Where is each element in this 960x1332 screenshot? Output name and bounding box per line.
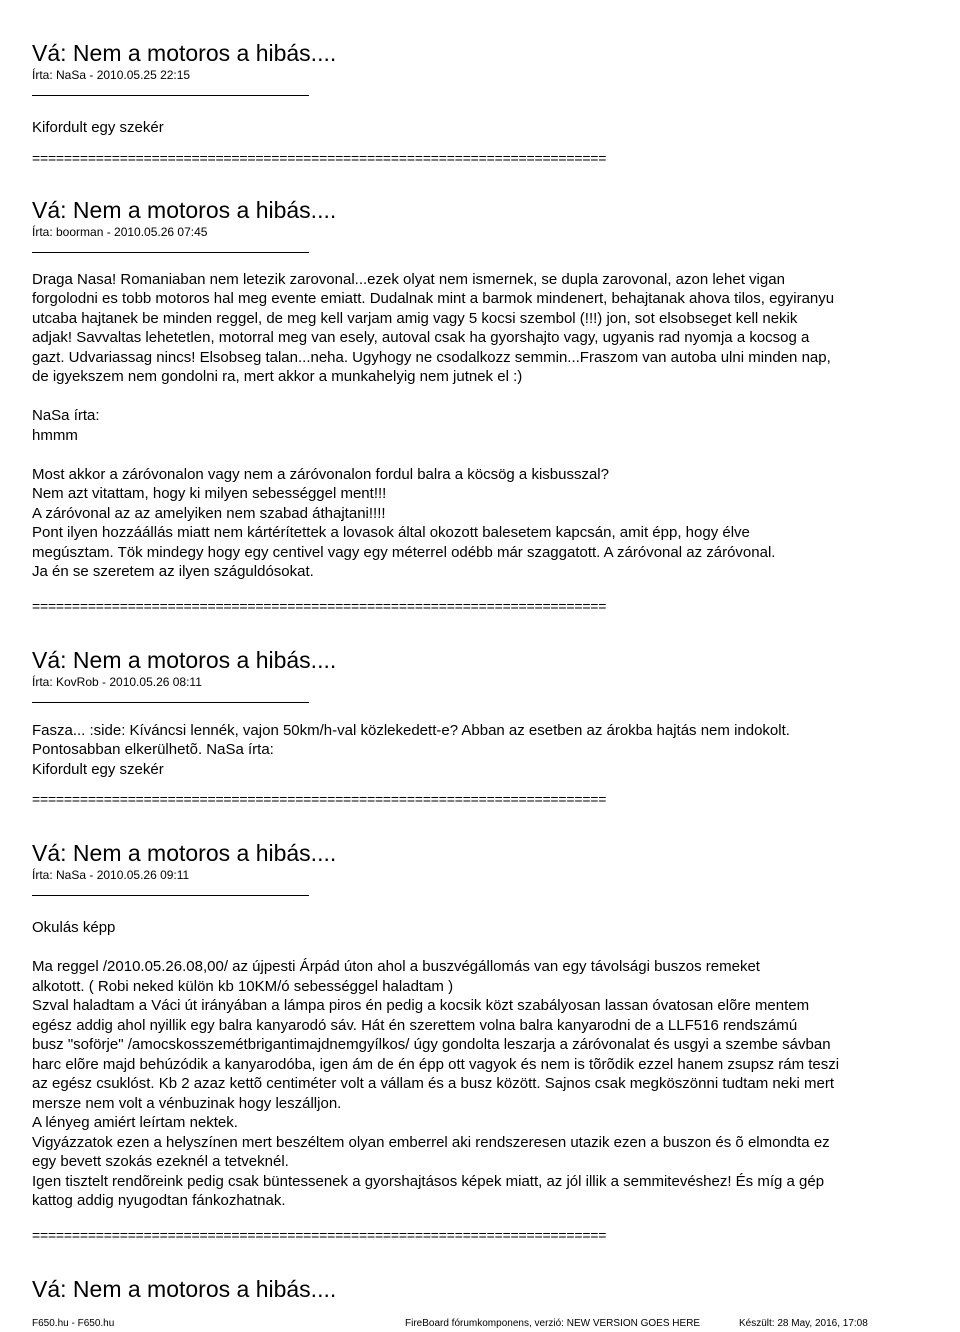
forum-post	[32, 1276, 932, 1303]
post-separator: ========================================================================	[32, 149, 607, 166]
post-body: Okulás képp Ma reggel /2010.05.26.08,00/ az újpesti Árpád úton ahol a buszvégállomás van egy távolsági buszos remeket alkotott. ( Robi neked külön kb 10KM/ó sebességgel haladtam ) Szval haladtam a Váci út irányában a lámpa piros én pedig a kocsik közt szabályosan lassan óvatosan elõre mentem egész addig ahol nyillik egy balra kanyarodó sáv. Hát én szerettem volna balra kanyarodni de a LLF516 rendszámú busz "soförje" /amocskosszemétbrigantimajdnemgyílkos/ úgy gondolta leszarja a záróvonalat és usgyi a szembe sávban harc elõre majd behúzódik a kanyarodóba, igen ám de én épp ott vagyok és nem is tõrõdik ezzel hanem zsupsz rám teszi az egész csuklóst. Kb 2 azaz kettõ centiméter volt a vállam és a busz között. Sajnos csak megköszönni tudtam neki mert mersze nem volt a vénbuzinak hogy leszálljon. A lényeg amiért leírtam nektek. Vigyázzatok ezen a helyszínen mert beszéltem olyan emberrel aki rendszeresen utazik ezen a buszon és õ elmondta ez egy bevett szokás ezeknél a tetveknél. Igen tisztelt rendõreink pedig csak büntessenek a gyorshajtásos képek miatt, az jól illik a semmitevéshez! És míg a gép kattog addig nyugodtan fánkozhatnak.	[32, 919, 840, 1209]
forum-post	[32, 40, 932, 166]
forum-thread	[32, 40, 932, 1303]
post-title: Vá: Nem a motoros a hibás....	[32, 646, 337, 673]
post-meta: Írta: NaSa - 2010.05.25 22:15	[32, 68, 191, 82]
post-title: Vá: Nem a motoros a hibás....	[32, 40, 337, 66]
forum-post	[32, 840, 932, 1243]
post-title: Vá: Nem a motoros a hibás....	[32, 840, 337, 866]
forum-post	[32, 197, 932, 614]
post-meta: Írta: boorman - 2010.05.26 07:45	[32, 224, 208, 239]
post-body: Fasza... :side: Kíváncsi lennék, vajon 50km/h-val közlekedett-e? Abban az esetben az árokba hajtás nem indokolt. Pontosabban elkerülhetõ. NaSa írta: Kifordult egy szekér	[32, 721, 790, 778]
post-body: Draga Nasa! Romaniaban nem letezik zarovonal...ezek olyat nem ismernek, se dupla zarovonal, azon lehet vigan forgolodni es tobb motoros hal meg evente emiatt. Dudalnak mint a barmok mindenert, behajtanak ahova tilos, egyiranyu utcaba hajtanek be minden reggel, de meg kell varjam amig vagy 5 kocsi szembol (!!!) jon, sot elsobseget kell nekik adjak! Savvaltas lehetetlen, motorral meg van esely, autoval csak ha gyorshajto vagy, ugyanis rad nyomja a kocsog a gazt. Udvariassag nincs! Elsobseg talan...neha. Ugyhogy ne csodalkozz semmin...Fraszom van autoba ulni minden nap, de igyekszem nem gondolni ra, mert akkor a munkahelyig nem jutnek el :) NaSa írta: hmmm Most akkor a záróvonalon vagy nem a záróvonalon fordul balra a köcsög a kisbusszal? Nem azt vitattam, hogy ki milyen sebességgel ment!!! A záróvonal az az amelyiken nem szabad áthajtani!!!! Pont ilyen hozzáállás miatt nem kártérítettek a lovasok által okozott balesetem kapcsán, amit épp, hogy élve megúsztam. Tök mindegy hogy egy centivel vagy egy méterrel odébb már szaggatott. A záróvonal az záróvonal. Ja én se szeretem az ilyen száguldósokat.	[32, 270, 835, 580]
post-meta: Írta: NaSa - 2010.05.26 09:11	[32, 868, 190, 882]
footer-generated: Készült: 28 May, 2016, 17:08	[739, 1318, 868, 1329]
footer-site: F650.hu - F650.hu	[32, 1318, 115, 1329]
post-title: Vá: Nem a motoros a hibás....	[32, 1275, 337, 1302]
post-divider	[32, 95, 309, 96]
post-meta: Írta: KovRob - 2010.05.26 08:11	[32, 674, 202, 689]
footer-component: FireBoard fórumkomponens, verzió: NEW VERSION GOES HERE	[405, 1318, 701, 1329]
post-separator: ========================================================================	[32, 1226, 607, 1243]
post-body: Kifordult egy szekér	[32, 119, 164, 136]
forum-post	[32, 647, 932, 808]
post-separator: ========================================================================	[32, 791, 607, 807]
page-footer	[32, 1318, 932, 1330]
post-divider	[32, 702, 309, 703]
post-divider	[32, 252, 309, 253]
post-title: Vá: Nem a motoros a hibás....	[32, 196, 337, 223]
post-divider	[32, 895, 309, 896]
post-separator: ========================================================================	[32, 597, 607, 614]
